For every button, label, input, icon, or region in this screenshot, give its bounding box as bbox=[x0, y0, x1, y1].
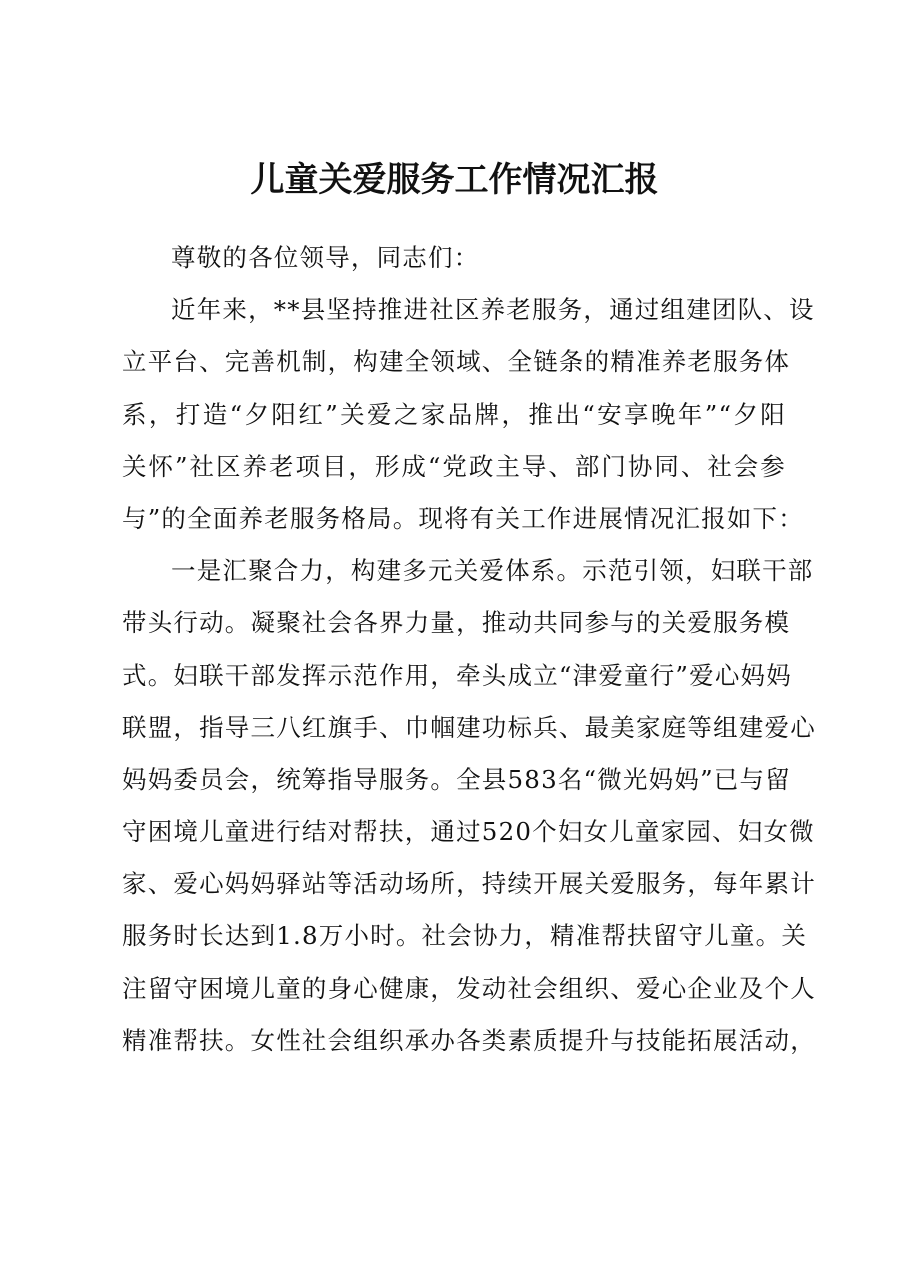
body-line: 妈妈委员会，统筹指导服务。全县583名“微光妈妈”已与留 bbox=[122, 764, 791, 794]
body-line: 系，打造“夕阳红”关爱之家品牌，推出“安享晚年”“夕阳 bbox=[122, 399, 786, 429]
body-line: 关怀”社区养老项目，形成“党政主导、部门协同、社会参 bbox=[122, 451, 786, 481]
body-line: 立平台、完善机制，构建全领域、全链条的精准养老服务体 bbox=[122, 347, 791, 377]
body-line: 尊敬的各位领导，同志们： bbox=[171, 243, 480, 272]
body-line: 式。妇联干部发挥示范作用，牵头成立“津爱童行”爱心妈妈 bbox=[122, 660, 792, 690]
document-body bbox=[122, 232, 816, 1067]
body-line: 带头行动。凝聚社会各界力量，推动共同参与的关爱服务模 bbox=[122, 608, 791, 638]
body-line: 与”的全面养老服务格局。现将有关工作进展情况汇报如下： bbox=[122, 503, 804, 533]
document-title: 儿童关爱服务工作情况汇报 bbox=[250, 160, 659, 200]
body-line: 联盟，指导三八红旗手、巾帼建功标兵、最美家庭等组建爱心 bbox=[122, 712, 816, 742]
body-line: 注留守困境儿童的身心健康，发动社会组织、爱心企业及个人 bbox=[122, 973, 816, 1003]
body-line: 守困境儿童进行结对帮扶，通过520个妇女儿童家园、妇女微 bbox=[122, 817, 815, 847]
body-line: 精准帮扶。女性社会组织承办各类素质提升与技能拓展活动， bbox=[122, 1025, 816, 1055]
body-line: 近年来，**县坚持推进社区养老服务，通过组建团队、设 bbox=[171, 295, 815, 325]
body-line: 服务时长达到1.8万小时。社会协力，精准帮扶留守儿童。关 bbox=[122, 921, 808, 951]
body-line: 一是汇聚合力，构建多元关爱体系。示范引领，妇联干部 bbox=[171, 556, 814, 586]
body-line: 家、爱心妈妈驿站等活动场所，持续开展关爱服务，每年累计 bbox=[122, 869, 816, 899]
